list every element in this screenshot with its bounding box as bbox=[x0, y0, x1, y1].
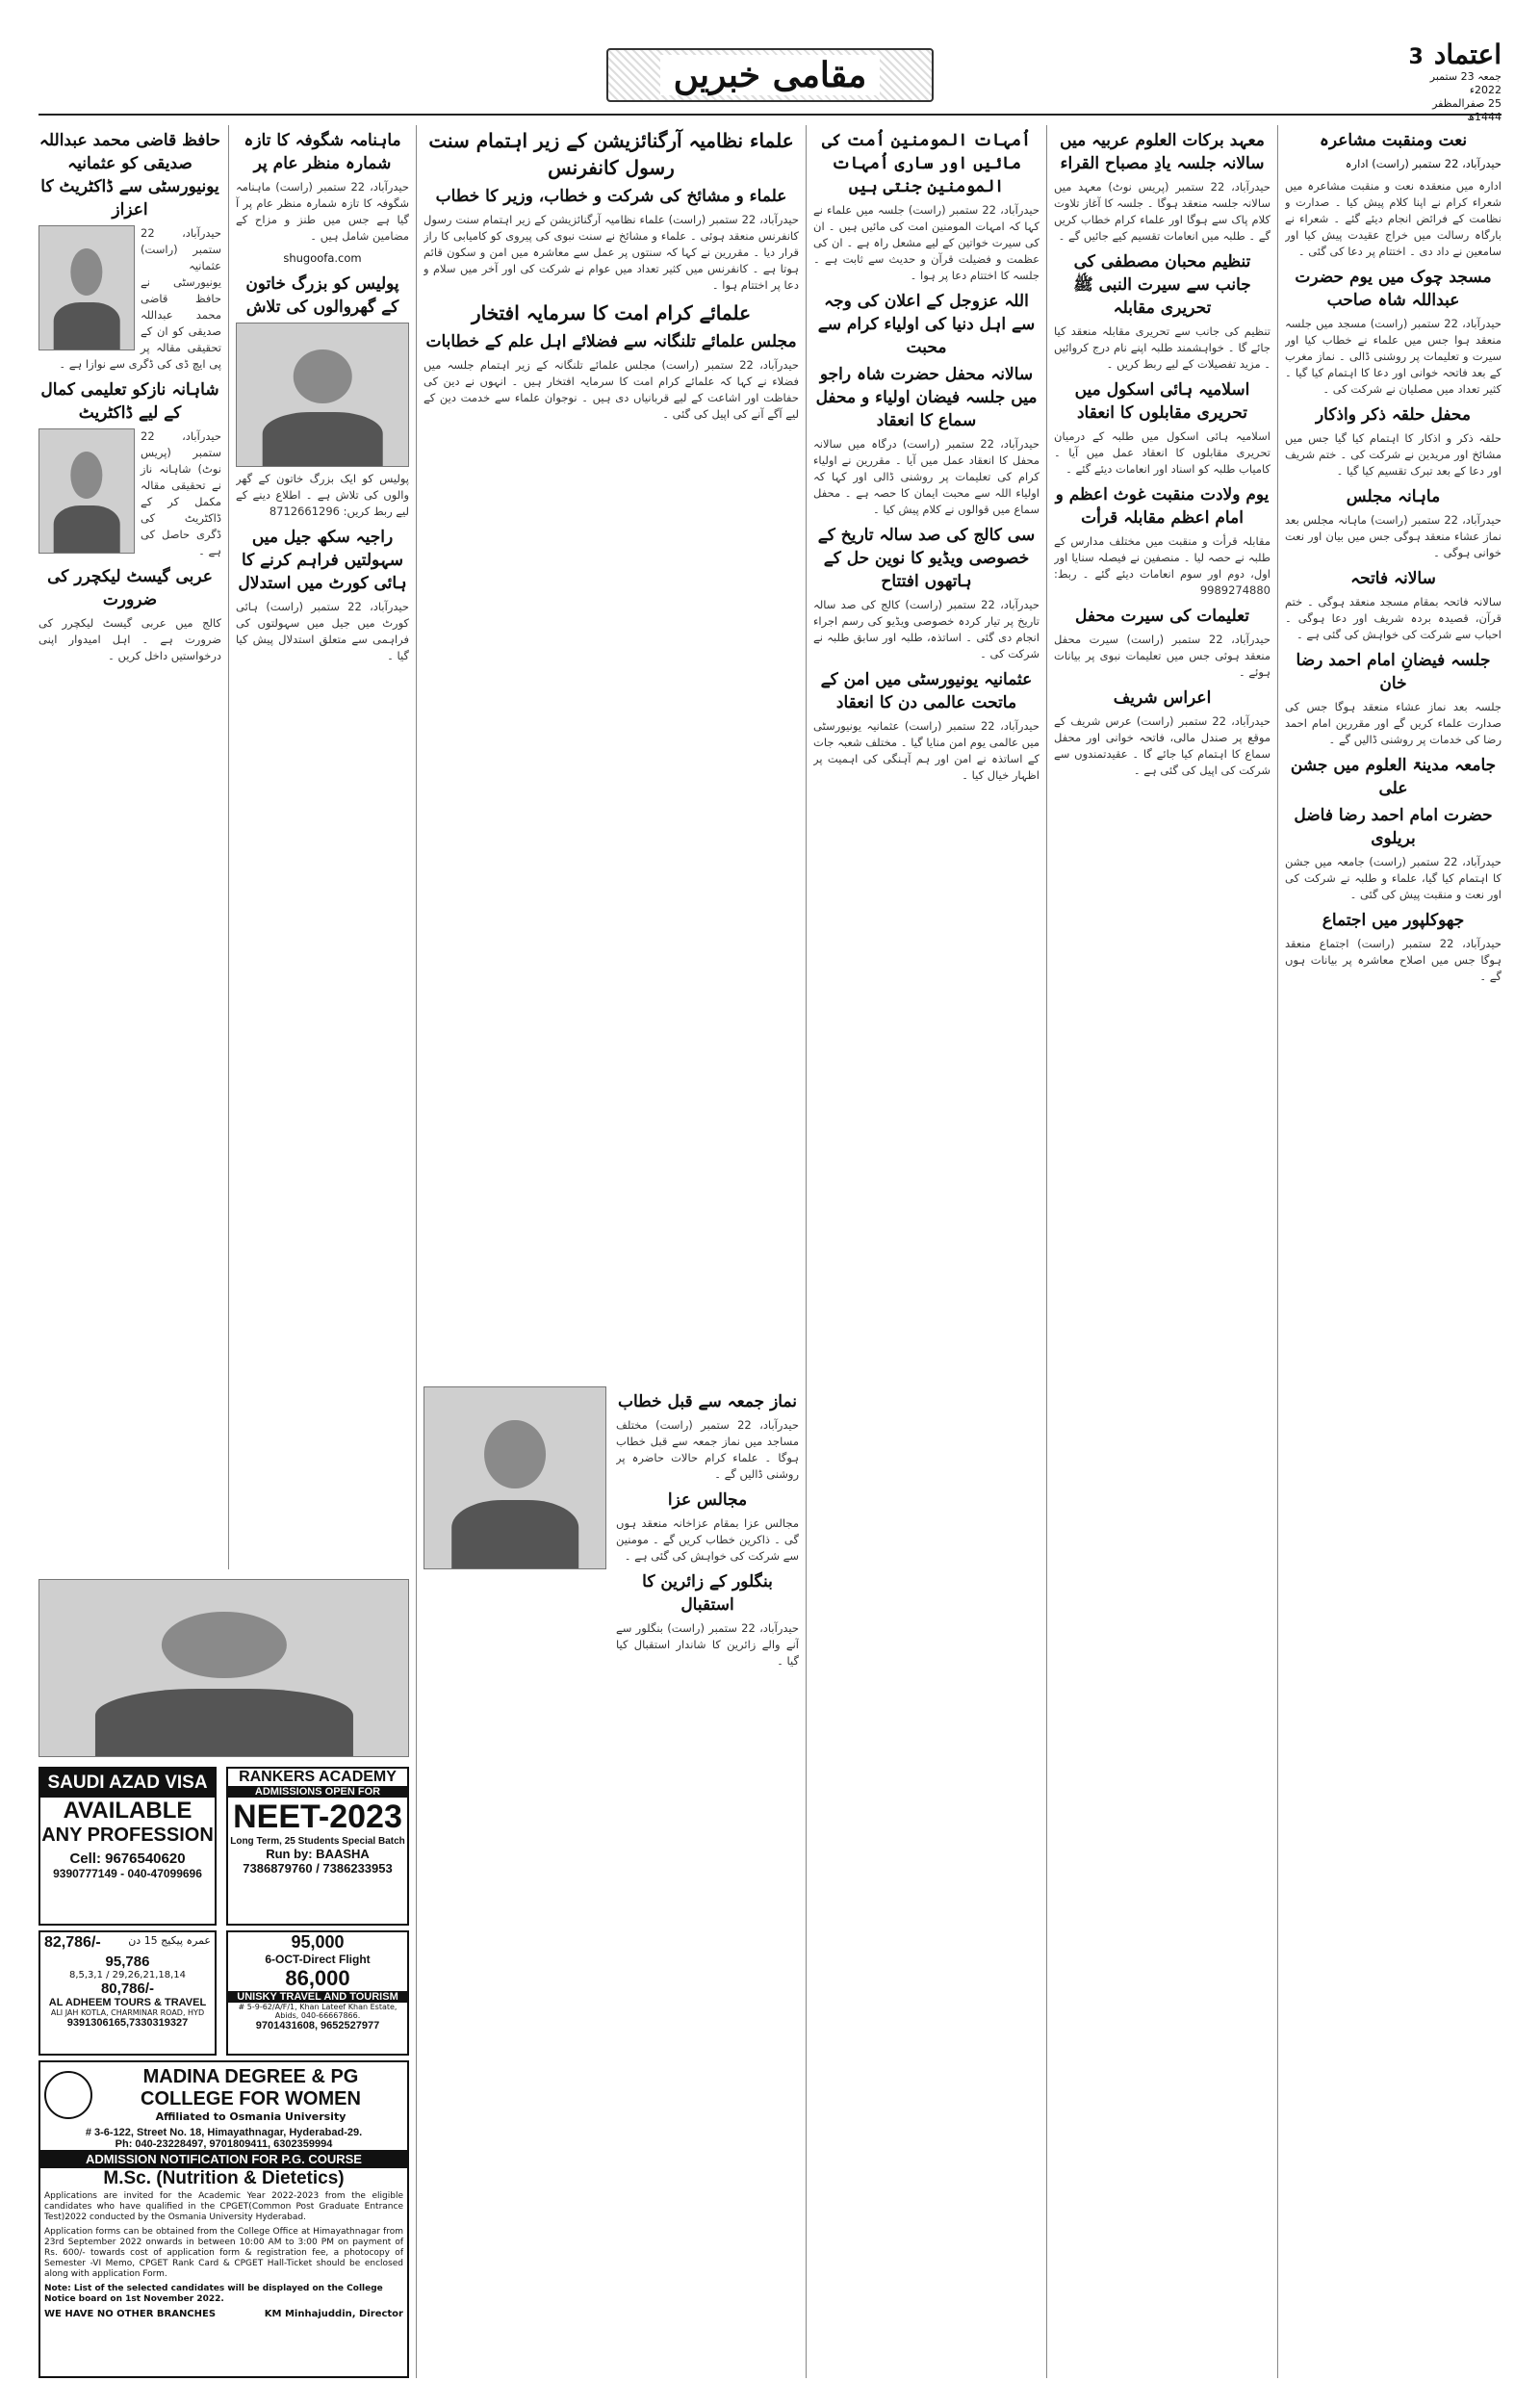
article-body: پولیس کو ایک بزرگ خاتون کے گھر والوں کی تلاش ہے ۔ اطلاع دینے کے لیے ربط کریں: 8712661296 bbox=[236, 472, 409, 518]
gregorian-date: جمعہ 23 ستمبر 2022ء bbox=[1429, 70, 1502, 96]
ad-title: UNISKY TRAVEL AND TOURISM bbox=[228, 1991, 407, 2003]
article-body: حیدرآباد، 22 ستمبر (راست) درگاہ میں سالانہ محفل کا انعقاد عمل میں آیا ۔ مقررین نے اولیاء کرام کی تعلیمات پر روشنی ڈالی اور کہا کہ اولیاء اللہ سے محبت ایمان کا حصہ ہے ۔ محفل سماع میں قوالوں نے کلام پیش کیا ۔ bbox=[813, 437, 1040, 516]
headline: سالانہ فاتحہ bbox=[1350, 569, 1436, 588]
news-photo bbox=[424, 1386, 606, 1569]
headline: راجیہ سکھ جیل میں سہولتیں فراہم کرنے کا ہائی کورٹ میں استدلال bbox=[238, 528, 407, 593]
article-body: حیدرآباد، 22 ستمبر (راست) مجلس علمائے تلنگانہ کے زیر اہتمام جلسہ میں فضلاء نے کہا کہ علمائے کرام امت کا سرمایہ افتخار ہیں ۔ انہوں نے دین کی حفاظت اور اشاعت کے لیے قربانیاں دی ہیں ۔ نوجوان علماء سے خدمت دین کے لیے آگے آنے کی اپیل کی گئی ۔ bbox=[424, 358, 799, 421]
article-body: حیدرآباد، 22 ستمبر (راست) علماء نظامیہ آرگنائزیشن کے زیر اہتمام سنت رسول کانفرنس منعقد ہوئی ۔ علماء و مشائخ نے سنت نبوی کی پیروی کو کامیابی کا راز قرار دیا ۔ مقررین نے کہا کہ سنتوں پر عمل سے معاشرہ میں امن و سکون قائم ہوتا ہے ۔ کانفرنس میں کثیر تعداد میں عوام نے شرکت کی اور آخر میں سلام و دعا پر اختتام ہوا ۔ bbox=[424, 213, 799, 292]
portrait-photo bbox=[38, 428, 135, 554]
headline: اعراس شریف bbox=[1113, 688, 1212, 708]
ad-phone: Cell: 9676540620 bbox=[69, 1851, 186, 1867]
website: shugoofa.com bbox=[283, 251, 362, 265]
section-banner bbox=[606, 48, 934, 102]
masthead bbox=[1396, 39, 1502, 124]
headline: تعلیمات کی سیرت محفل bbox=[1074, 607, 1250, 626]
article-body: اسلامیہ ہائی اسکول میں طلبہ کے درمیان تحریری مقابلوں کا انعقاد عمل میں آیا ۔ کامیاب طلبہ کو اسناد اور انعامات دیئے گئے ۔ bbox=[1054, 429, 1270, 476]
article-body: حیدرآباد، 22 ستمبر (پریس نوٹ) شاہانہ ناز نے تحقیقی مقالہ مکمل کر کے ڈاکٹریٹ کی ڈگری حاصل کی ہے ۔ bbox=[141, 429, 221, 557]
headline: مجالس عزا bbox=[667, 1490, 748, 1510]
ad-phone: 9390777149 - 040-47099696 bbox=[53, 1867, 202, 1880]
unisky-travel-ad bbox=[226, 1930, 409, 2056]
ad-address: # 3-6-122, Street No. 18, Himayathnagar, Hyderabad-29. bbox=[85, 2127, 363, 2138]
column-1 bbox=[1285, 125, 1502, 2378]
article-body: حیدرآباد، 22 ستمبر (پریس نوٹ) معہد میں سالانہ جلسہ منعقد ہوگا ۔ جلسہ کا آغاز تلاوت کلام پاک سے ہوگا اور علماء کرام خطاب کریں گے ۔ طلبہ میں انعامات تقسیم کیے جائیں گے ۔ bbox=[1054, 180, 1270, 243]
ad-price: 95,000 bbox=[291, 1932, 345, 1952]
article-body: حیدرآباد، 22 ستمبر (راست) جامعہ میں جشن کا اہتمام کیا گیا، علماء و طلبہ نے شرکت کی اور نعت و منقبت پیش کی گئی ۔ bbox=[1285, 855, 1502, 901]
article-body: حیدرآباد، 22 ستمبر (راست) ماہنامہ شگوفہ کا تازہ شمارہ منظر عام پر آ گیا ہے جس میں طنز و مزاح کے مضامین شامل ہیں ۔ bbox=[236, 180, 409, 243]
ad-line: عمرہ پیکیج 15 دن bbox=[128, 1934, 211, 1947]
headline: معہد برکات العلوم عربیہ میں سالانہ جلسہ یادِ مصباح القراء bbox=[1060, 131, 1265, 173]
headline: اللہ عزوجل کے اعلان کی وجہ سے اہل دنیا کی اولیاء کرام سے محبت bbox=[817, 292, 1036, 357]
column-divider bbox=[416, 125, 417, 2378]
saudi-visa-ad bbox=[38, 1767, 217, 1926]
column-2 bbox=[1054, 125, 1270, 2378]
newspaper-logo: اعتماد bbox=[1433, 39, 1502, 70]
headline: علمائے کرام امت کا سرمایہ افتخار bbox=[471, 301, 752, 324]
article-body: حلقہ ذکر و اذکار کا اہتمام کیا گیا جس میں مشائخ اور مریدین نے شرکت کی ۔ ختم شریف اور دعا کے بعد تبرک تقسیم کیا گیا ۔ bbox=[1285, 431, 1502, 478]
column-4 bbox=[424, 125, 799, 1377]
article-body: تنظیم کی جانب سے تحریری مقابلہ منعقد کیا جائے گا ۔ خواہشمند طلبہ اپنے نام درج کروائیں ۔ مزید تفصیلات کے لیے ربط کریں ۔ bbox=[1054, 324, 1270, 371]
subheadline: علماء و مشائخ کی شرکت و خطاب، وزیر کا خطاب bbox=[435, 187, 787, 206]
ad-footer: KM Minhajuddin, Director bbox=[264, 2309, 403, 2319]
article-body: حیدرآباد، 22 ستمبر (راست) کالج کی صد سالہ تاریخ پر تیار کردہ خصوصی ویڈیو کی رسم اجراء انجام دی گئی ۔ اساتذہ، طلبہ اور سابق طلبہ نے شرکت کی ۔ bbox=[813, 598, 1040, 660]
headline: شاہانہ نازکو تعلیمی کمال کے لیے ڈاکٹریٹ bbox=[40, 380, 219, 423]
article-body: کالج میں عربی گیسٹ لیکچرر کی ضرورت ہے ۔ اہل امیدوار اپنی درخواستیں داخل کریں ۔ bbox=[38, 616, 221, 662]
college-logo-icon bbox=[44, 2071, 92, 2119]
ad-body: Application forms can be obtained from the College Office at Himayathnagar from 23rd September 2022 onwards in between 10:00 AM to 3:00 PM on payment of Rs. 600/- towards cost of application form & registration fee, a photocopy of Semester -VI Memo, CPGET Rank Card & CPGET Hall-Ticket should be enclosed along with application Form. bbox=[44, 2227, 403, 2279]
headline: ماہانہ مجلس bbox=[1346, 487, 1441, 506]
ad-body: Applications are invited for the Academic Year 2022-2023 from the eligible candidates who have qualified in the CPGET(Common Post Graduate Entrance Test)2022 conducted by the Osmania University Hyderabad. bbox=[44, 2191, 403, 2222]
page-number: 3 bbox=[1408, 45, 1424, 69]
ad-title: SAUDI AZAD VISA bbox=[40, 1769, 215, 1798]
headline: عربی گیسٹ لیکچرر کی ضرورت bbox=[47, 567, 213, 609]
article-body: حیدرآباد، 22 ستمبر (راست) ماہانہ مجلس بعد نماز عشاء منعقد ہوگی جس میں بیان اور نعت خوانی ہوگی ۔ bbox=[1285, 513, 1502, 559]
ad-phone: 9701431608, 9652527977 bbox=[255, 2020, 380, 2032]
column-4a bbox=[616, 1386, 799, 2378]
ad-phone: Ph: 040-23228497, 9701809411, 6302359994 bbox=[115, 2138, 333, 2150]
headline: پولیس کو بزرگ خاتون کے گھروالوں کی تلاش bbox=[245, 274, 399, 317]
ad-exam: NEET-2023 bbox=[233, 1799, 402, 1835]
headline: بنگلور کے زائرین کا استقبال bbox=[642, 1572, 773, 1615]
headline: ماہنامہ شگوفہ کا تازہ شمارہ منظر عام پر bbox=[244, 131, 401, 173]
headline: حافظ قاضی محمد عبداللہ صدیقی کو عثمانیہ یونیورسٹی سے ڈاکٹریٹ کا اعزاز bbox=[38, 131, 221, 220]
ad-line: ANY PROFESSION bbox=[41, 1825, 214, 1846]
headline: جامعہ مدینۃ العلوم میں جشن علی bbox=[1290, 756, 1497, 798]
ad-notice: ADMISSION NOTIFICATION FOR P.G. COURSE bbox=[40, 2150, 407, 2168]
missing-woman-photo bbox=[236, 323, 409, 467]
headline: سالانہ محفل حضرت شاہ راجو میں جلسہ فیضان اولیاء و محفل سماع کا انعقاد bbox=[815, 365, 1038, 430]
column-divider bbox=[806, 125, 807, 2378]
column-7 bbox=[38, 125, 221, 1569]
column-6 bbox=[236, 125, 409, 1569]
madina-college-ad bbox=[38, 2060, 409, 2378]
column-divider bbox=[1277, 125, 1278, 2378]
headline: علماء نظامیہ آرگنائزیشن کے زیر اہتمام سنت رسول کانفرنس bbox=[428, 129, 794, 179]
column-divider bbox=[1046, 125, 1047, 2378]
ad-address: # 5-9-62/A/F/1, Khan Lateef Khan Estate, Abids, 040-66667866. bbox=[238, 2003, 398, 2020]
hijri-date: 25 صفرالمظفر 1444ھ bbox=[1432, 97, 1502, 123]
article-body: حیدرآباد، 22 ستمبر (راست) ہائی کورٹ میں جیل میں سہولتوں کی فراہمی سے متعلق استدلال پیش کیا گیا ۔ bbox=[236, 600, 409, 662]
article-body: حیدرآباد، 22 ستمبر (راست) اجتماع منعقد ہوگا جس میں اصلاح معاشرہ پر بیانات ہوں گے ۔ bbox=[1285, 937, 1502, 983]
article-body: ادارہ میں منعقدہ نعت و منقبت مشاعرہ میں شعراء کرام نے اپنا کلام پیش کیا ۔ صدارت و نظامت کے فرائض انجام دیئے گئے ۔ شعراء نے بارگاہ رسالت میں خراج عقیدت پیش کیا اور سامعین نے داد دی ۔ اختتام پر دعا کی گئی ۔ bbox=[1285, 179, 1502, 258]
umrah-package-ad bbox=[38, 1930, 217, 2056]
dateline: حیدرآباد، 22 ستمبر (راست) ادارہ bbox=[1345, 157, 1502, 170]
phone-number: 9989274880 bbox=[1199, 583, 1270, 597]
article-body: حیدرآباد، 22 ستمبر (راست) سیرت محفل منعقد ہوئی جس میں تعلیمات نبوی پر بیانات ہوئے ۔ bbox=[1054, 633, 1270, 679]
article-body: حیدرآباد، 22 ستمبر (راست) جلسہ میں علماء نے کہا کہ امہات المومنین امت کی مائیں ہیں ۔ ان کی سیرت خواتین کے لیے مشعل راہ ہے ۔ ان کی عظمت و فضیلت قرآن و حدیث سے ثابت ہے ۔ جلسہ کا اختتام دعا پر ہوا ۔ bbox=[813, 203, 1040, 282]
section-title: مقامی خبریں bbox=[660, 55, 881, 95]
article-body: سالانہ فاتحہ بمقام مسجد منعقد ہوگی ۔ ختم قرآن، قصیدہ بردہ شریف اور دعا ہوگی ۔ احباب سے شرکت کی خواہش کی گئی ہے ۔ bbox=[1285, 595, 1502, 641]
article-body: مجالس عزا بمقام عزاخانہ منعقد ہوں گی ۔ ذاکرین خطاب کریں گے ۔ مومنین سے شرکت کی خواہش کی گئی ہے ۔ bbox=[616, 1516, 799, 1563]
ad-dates: 8,5,3,1 / 29,26,21,18,14 bbox=[68, 1970, 187, 1980]
headline: محفل حلقہ ذکر واذکار bbox=[1315, 405, 1472, 425]
ad-note: Note: List of the selected candidates will be displayed on the College Notice board on 1st November 2022. bbox=[44, 2284, 383, 2304]
column-3 bbox=[813, 125, 1040, 2378]
headline: جلسہ فیضانِ امام احمد رضا خان bbox=[1296, 651, 1491, 693]
headline: اسلامیہ ہائی اسکول میں تحریری مقابلوں کا انعقاد bbox=[1074, 380, 1250, 423]
ad-title: RANKERS ACADEMY bbox=[239, 1769, 397, 1785]
headline: مسجد چوک میں یوم حضرت عبداللہ شاہ صاحب bbox=[1295, 268, 1492, 310]
ad-title: COLLEGE FOR WOMEN bbox=[141, 2088, 361, 2109]
ad-title: MADINA DEGREE & PG bbox=[142, 2066, 359, 2087]
article-body: حیدرآباد، 22 ستمبر (راست) عرس شریف کے موقع پر صندل مالی، فاتحہ خوانی اور محفل سماع کا اہتمام کیا جائے گا ۔ عقیدتمندوں سے شرکت کی اپیل کی گئی ہے ۔ bbox=[1054, 714, 1270, 777]
header-rule bbox=[38, 114, 1502, 116]
ad-line: AVAILABLE bbox=[63, 1798, 192, 1824]
headline: اُمہات المومنین اُمت کی مائیں اور ساری اُمہات المومنین جنتی ہیں bbox=[822, 131, 1031, 196]
ad-course: M.Sc. (Nutrition & Dietetics) bbox=[103, 2168, 345, 2188]
headline: نماز جمعہ سے قبل خطاب bbox=[617, 1392, 798, 1411]
column-divider bbox=[228, 125, 229, 1569]
article-body: مقابلہ قرأت و منقبت میں مختلف مدارس کے طلبہ نے حصہ لیا ۔ منصفین نے فیصلہ سنایا اور اول، دوم اور سوم انعامات دیئے گئے ۔ ربط: 9989274880 bbox=[1054, 534, 1270, 597]
headline: تنظیم محبان مصطفی کی جانب سے سیرت النبی ﷺ تحریری مقابلہ bbox=[1073, 252, 1251, 318]
subheadline: مجلس علمائے تلنگانہ سے فضلائے اہل علم کے خطابات bbox=[425, 332, 797, 351]
newspaper-page bbox=[38, 39, 1502, 2378]
ad-footer: WE HAVE NO OTHER BRANCHES bbox=[44, 2309, 217, 2319]
ad-price: 82,786/- bbox=[44, 1934, 101, 1951]
ad-line: Affiliated to Osmania University bbox=[155, 2110, 346, 2123]
headline: عثمانیہ یونیورسٹی میں امن کے ماتحت عالمی دن کا انعقاد bbox=[820, 670, 1033, 712]
article-body: جلسہ بعد نماز عشاء منعقد ہوگا جس کی صدارت علماء کریں گے اور مقررین امام احمد رضا کی خدمات پر روشنی ڈالیں گے ۔ bbox=[1285, 700, 1502, 746]
article-body: حیدرآباد، 22 ستمبر (راست) عثمانیہ یونیورسٹی نے حافظ قاضی محمد عبداللہ صدیقی کو ان کے تحقیقی مقالہ پر پی ایچ ڈی کی ڈگری سے نوازا ہے ۔ bbox=[59, 226, 221, 371]
ad-line: Long Term, 25 Students Special Batch bbox=[230, 1836, 405, 1847]
article-body: حیدرآباد، 22 ستمبر (راست) بنگلور سے آنے والے زائرین کا شاندار استقبال کیا گیا ۔ bbox=[616, 1621, 799, 1668]
ad-price: 86,000 bbox=[285, 1966, 350, 1990]
headline: سی کالج کی صد سالہ تاریخ کے خصوصی ویڈیو کا نوین حل کے ہاتھوں افتتاح bbox=[817, 526, 1036, 591]
ad-phone: 7386879760 / 7386233953 bbox=[243, 1861, 393, 1876]
article-body: حیدرآباد، 22 ستمبر (راست) عثمانیہ یونیورسٹی میں عالمی یوم امن منایا گیا ۔ مختلف شعبہ جات کے اساتذہ نے امن اور ہم آہنگی کی اہمیت پر اظہار خیال کیا ۔ bbox=[813, 719, 1040, 782]
ad-price: 80,786/- bbox=[100, 1980, 155, 1997]
rankers-academy-ad bbox=[226, 1767, 409, 1926]
ad-price: 95,786 bbox=[105, 1954, 150, 1970]
headline: جھوکلپور میں اجتماع bbox=[1322, 911, 1465, 930]
ad-address: ALI JAH KOTLA, CHARMINAR ROAD, HYD bbox=[50, 2008, 205, 2017]
article-body: حیدرآباد، 22 ستمبر (راست) مختلف مساجد میں نماز جمعہ سے قبل خطاب ہوگا ۔ علماء کرام حالات حاضرہ پر روشنی ڈالیں گے ۔ bbox=[616, 1418, 799, 1481]
phone-number: 8712661296 bbox=[269, 505, 340, 518]
ad-line: 6-OCT-Direct Flight bbox=[265, 1953, 371, 1966]
article-body: حیدرآباد، 22 ستمبر (راست) مسجد میں جلسہ منعقد ہوا جس میں علماء نے خطاب کیا اور سیرت و تعلیمات پر روشنی ڈالی ۔ نماز مغرب کے بعد فاتحہ خوانی اور دعا کا اہتمام کیا گیا ۔ کثیر تعداد میں مصلیان نے شرکت کی ۔ bbox=[1285, 317, 1502, 396]
ad-title: AL ADHEEM TOURS & TRAVEL bbox=[48, 1997, 207, 2008]
ad-phone: 9391306165,7330319327 bbox=[66, 2017, 189, 2029]
ad-line: ADMISSIONS OPEN FOR bbox=[228, 1786, 407, 1798]
headline: یوم ولادت منقبت غوث اعظم و امام اعظم مقابلہ قرأت bbox=[1055, 485, 1270, 528]
headline: حضرت امام احمد رضا فاضل بریلوی bbox=[1294, 806, 1493, 848]
portrait-photo bbox=[38, 225, 135, 350]
ad-line: Run by: BAASHA bbox=[266, 1847, 370, 1861]
news-photo bbox=[38, 1579, 409, 1757]
headline: نعت ومنقبت مشاعرہ bbox=[1319, 131, 1468, 150]
